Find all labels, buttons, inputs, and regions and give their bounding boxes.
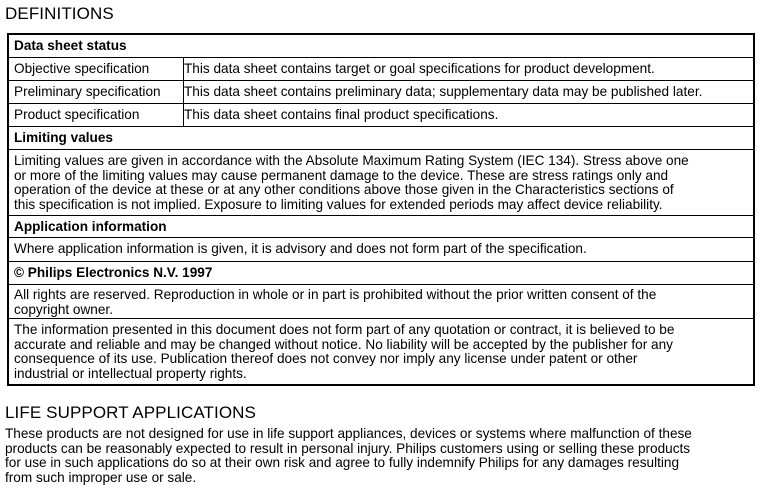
life-support-text: These products are not designed for use in life support appliances, devices or systems where malfunction of these products can be reasonably expected to result in personal injury. Philips customers using or selling these products for use in such applications do so at their own risk and agree to fully indemnify Philips for any damages resulting from such improper use or sale. bbox=[5, 426, 692, 485]
objective-spec-text: This data sheet contains target or goal specifications for product development. bbox=[184, 61, 655, 76]
copyright-disclaimer-text: The information presented in this document does not form part of any quotation or contract, it is believed to be accurate and reliable and may be changed without notice. No liability will be accepted by the publisher for any consequence of its use. Publication thereof does not convey nor imply any license under patent or other industrial or intellectual property rights. bbox=[14, 322, 675, 381]
product-spec-text: This data sheet contains final product specifications. bbox=[184, 107, 499, 122]
preliminary-spec-text: This data sheet contains preliminary data; supplementary data may be published later. bbox=[184, 84, 703, 99]
table-row bbox=[9, 57, 753, 81]
table-row bbox=[9, 80, 753, 104]
copyright-rights-text: All rights are reserved. Reproduction in whole or in part is prohibited without the prior written consent of the copyright owner. bbox=[14, 287, 657, 317]
definitions-table bbox=[7, 33, 755, 386]
application-info-text: Where application information is given, it is advisory and does not form part of the specification. bbox=[14, 241, 587, 256]
data-sheet-status-header: Data sheet status bbox=[14, 38, 127, 53]
application-info-header: Application information bbox=[14, 219, 167, 234]
table-row bbox=[9, 103, 753, 127]
definitions-heading: DEFINITIONS bbox=[5, 4, 114, 23]
copyright-header-row bbox=[9, 261, 753, 285]
product-spec-label: Product specification bbox=[9, 104, 184, 127]
life-support-heading: LIFE SUPPORT APPLICATIONS bbox=[5, 403, 256, 422]
objective-spec-label: Objective specification bbox=[9, 58, 184, 81]
limiting-values-text: Limiting values are given in accordance with the Absolute Maximum Rating System (IEC 134). Stress above one or more of the limiting values may cause permanent damage to the device. These are stress ratings only and operation of the device at these or at any other conditions above those given in the Characteristics sections of this specification is not implied. Exposure to limiting values for extended periods may affect device reliability. bbox=[14, 153, 689, 212]
copyright-header: © Philips Electronics N.V. 1997 bbox=[14, 265, 213, 280]
application-info-header-row bbox=[9, 215, 753, 238]
preliminary-spec-label: Preliminary specification bbox=[9, 81, 184, 104]
copyright-disclaimer-row bbox=[9, 318, 753, 385]
limiting-values-header: Limiting values bbox=[14, 130, 113, 145]
application-info-row bbox=[9, 237, 753, 262]
copyright-rights-row bbox=[9, 284, 753, 319]
data-sheet-status-header-row bbox=[9, 35, 753, 57]
limiting-values-header-row bbox=[9, 126, 753, 150]
limiting-values-row bbox=[9, 149, 753, 216]
